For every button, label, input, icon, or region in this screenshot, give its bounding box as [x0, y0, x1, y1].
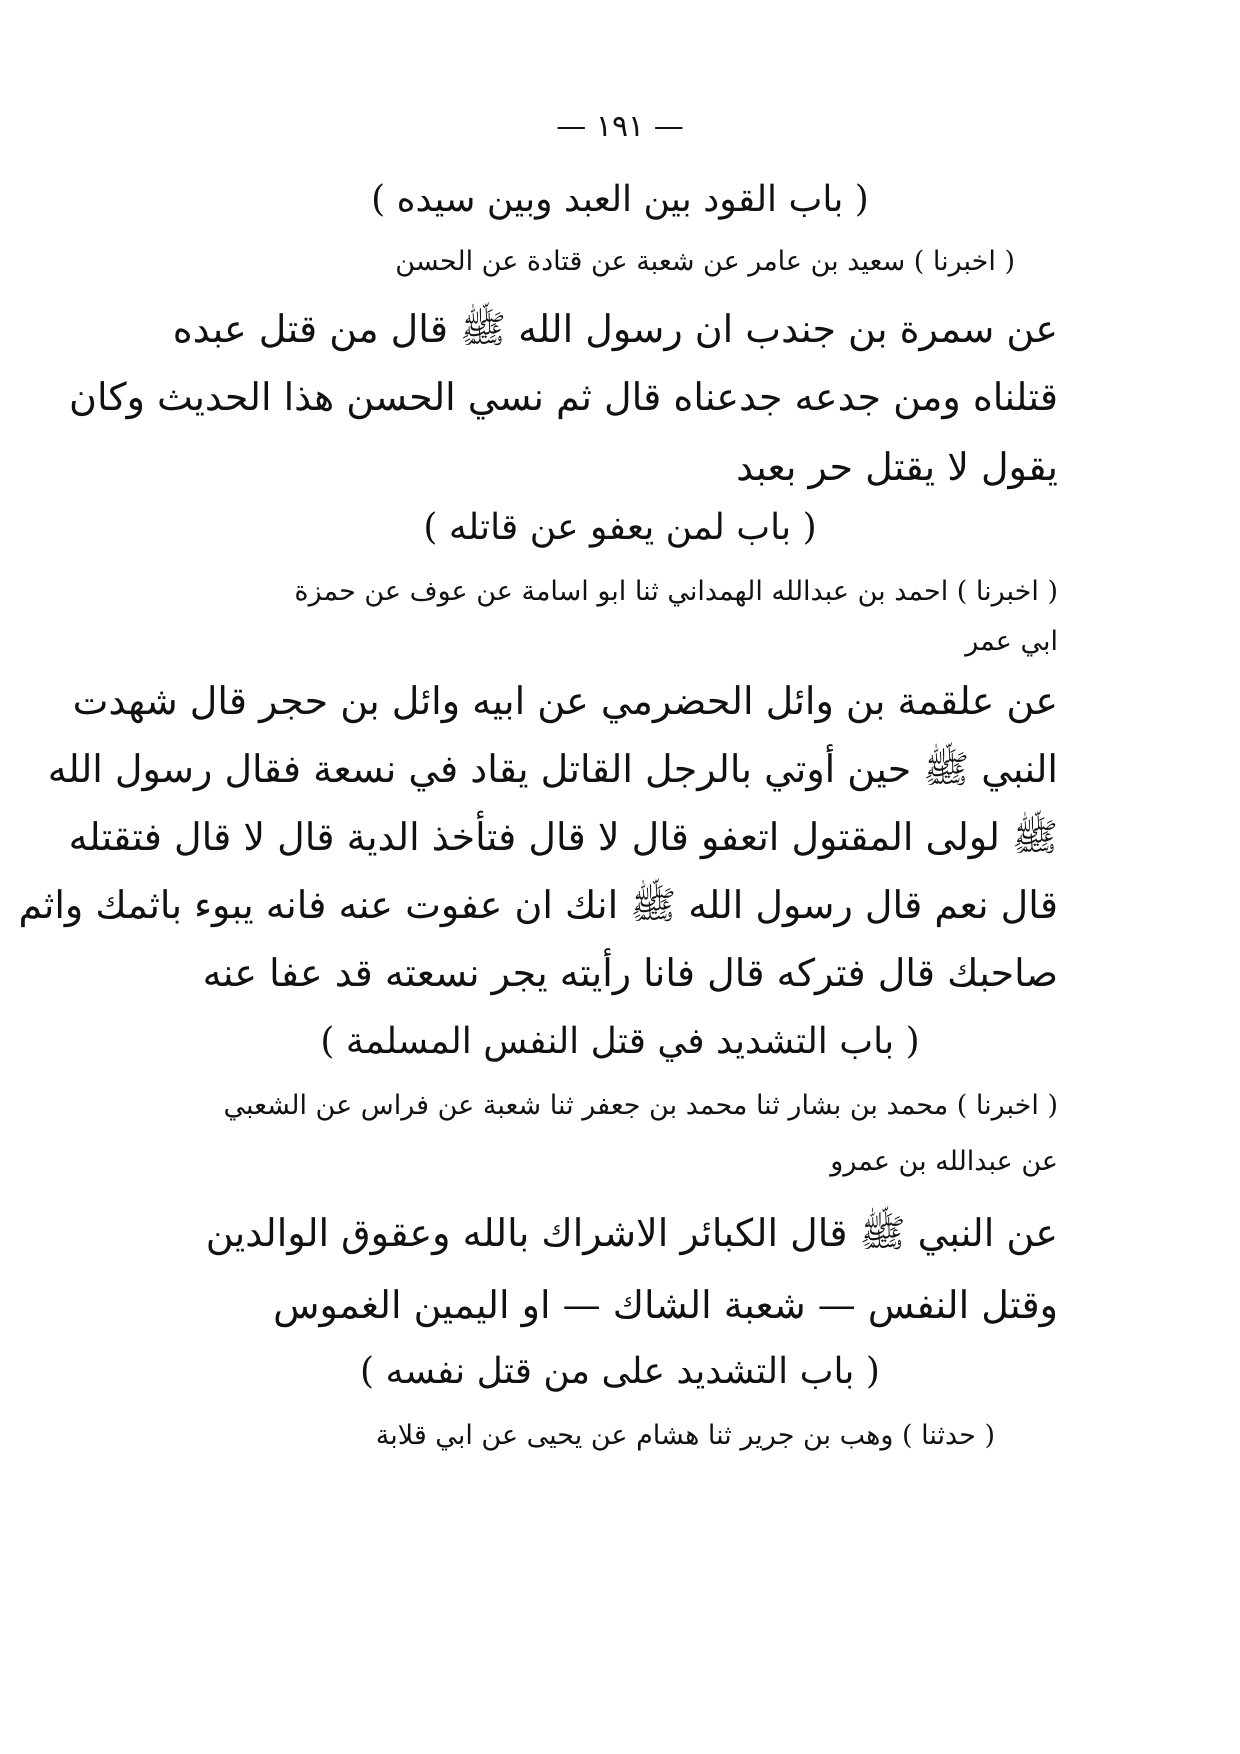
isnad-line: عن عبدالله بن عمرو	[830, 1146, 1058, 1177]
section-heading: ( باب التشديد في قتل النفس المسلمة )	[320, 1021, 920, 1062]
isnad-line: ( حدثنا ) وهب بن جرير ثنا هشام عن يحيى عن ابي قلابة	[375, 1420, 995, 1451]
body-line: قتلناه ومن جدعه جدعناه قال ثم نسي الحسن هذا الحديث وكان	[69, 375, 1058, 419]
isnad-line: ( اخبرنا ) سعيد بن عامر عن شعبة عن قتادة عن الحسن	[395, 246, 1015, 277]
isnad-line: ( اخبرنا ) احمد بن عبدالله الهمداني ثنا ابو اسامة عن عوف عن حمزة	[294, 576, 1058, 607]
body-line: يقول لا يقتل حر بعبد	[736, 445, 1058, 489]
body-line: قال نعم قال رسول الله ﷺ انك ان عفوت عنه فانه يبوء باثمك واثم	[18, 883, 1058, 927]
body-line: صاحبك قال فتركه قال فانا رأيته يجر نسعته قد عفا عنه	[202, 951, 1058, 995]
body-line: عن النبي ﷺ قال الكبائر الاشراك بالله وعقوق الوالدين	[205, 1211, 1058, 1255]
section-heading: ( باب التشديد على من قتل نفسه )	[360, 1351, 880, 1392]
section-heading: ( باب لمن يعفو عن قاتله )	[423, 507, 817, 548]
page-number: — ١٩١ —	[556, 109, 684, 144]
isnad-line: ابي عمر	[965, 626, 1058, 657]
body-line: وقتل النفس — شعبة الشاك — او اليمين الغموس	[273, 1283, 1058, 1327]
body-line: عن سمرة بن جندب ان رسول الله ﷺ قال من قتل عبده	[172, 307, 1058, 351]
body-line: النبي ﷺ حين أوتي بالرجل القاتل يقاد في نسعة فقال رسول الله	[47, 747, 1058, 791]
isnad-line: ( اخبرنا ) محمد بن بشار ثنا محمد بن جعفر ثنا شعبة عن فراس عن الشعبي	[223, 1090, 1058, 1121]
body-line: ﷺ لولى المقتول اتعفو قال لا قال فتأخذ الدية قال لا قال فتقتله	[68, 815, 1058, 859]
section-heading: ( باب القود بين العبد وبين سيده )	[371, 179, 869, 220]
body-line: عن علقمة بن وائل الحضرمي عن ابيه وائل بن حجر قال شهدت	[72, 679, 1058, 723]
